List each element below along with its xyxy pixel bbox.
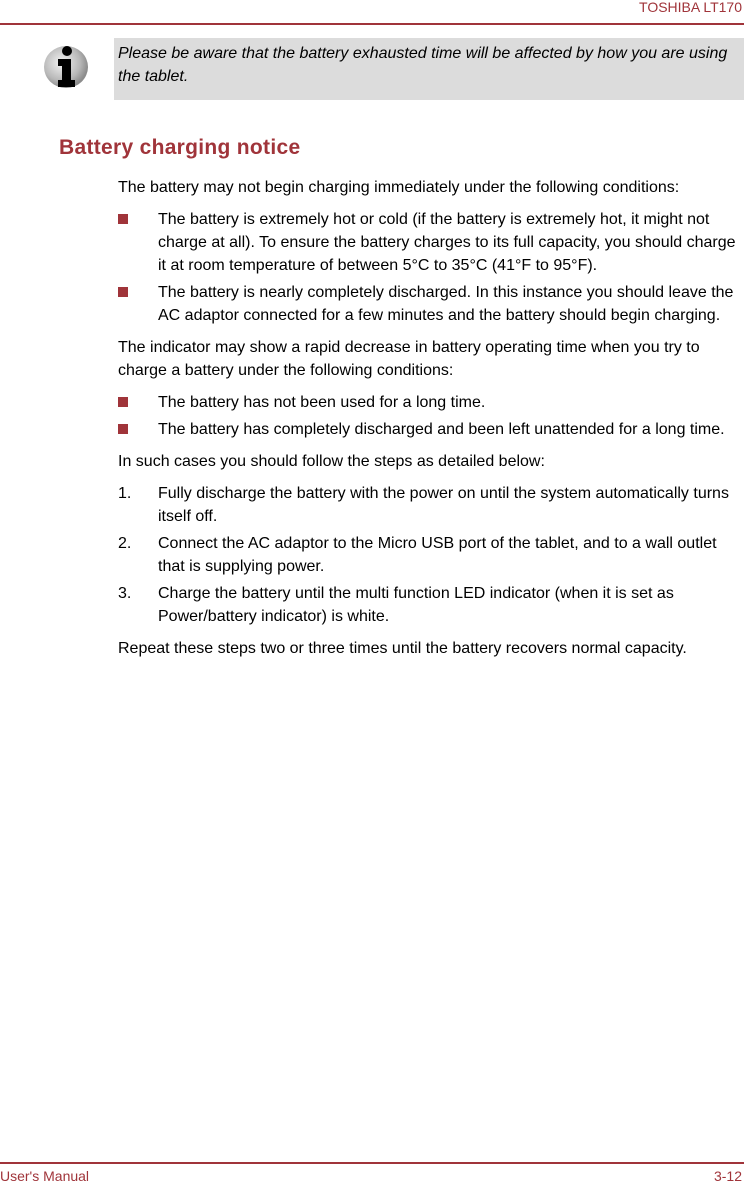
square-bullet-icon [118, 397, 128, 407]
steps-list [118, 482, 744, 628]
closing-paragraph: Repeat these steps two or three times until the battery recovers normal capacity. [118, 640, 687, 657]
step-item [118, 582, 744, 628]
square-bullet-icon [118, 214, 128, 224]
page-number: 3-12 [713, 1168, 742, 1184]
note-box [114, 38, 744, 100]
step-text: Fully discharge the battery with the power on until the system automatically turns itself off. [158, 485, 729, 525]
note-text: Please be aware that the battery exhausted time will be affected by how you are using the tablet. [118, 45, 728, 85]
indicator-conditions-list [118, 391, 744, 441]
intro-paragraph: The battery may not begin charging immediately under the following conditions: [118, 179, 680, 196]
section-title: Battery charging notice [59, 136, 301, 159]
list-item: The battery has completely discharged and been left unattended for a long time. [118, 418, 744, 441]
header-divider [0, 23, 744, 25]
square-bullet-icon [118, 287, 128, 297]
step-item [118, 532, 744, 578]
step-text: Charge the battery until the multi function LED indicator (when it is set as Power/battery indicator) is white. [158, 585, 674, 625]
conditions-list [118, 208, 744, 327]
step-number: 3. [118, 585, 132, 602]
list-item: The battery is nearly completely discharged. In this instance you should leave the AC adaptor connected for a few minutes and the battery should begin charging. [118, 281, 744, 327]
document-header-title: TOSHIBA LT170 [639, 0, 742, 15]
footer-divider [0, 1162, 744, 1164]
footer-manual-label: User's Manual [0, 1168, 90, 1184]
info-icon [43, 42, 89, 90]
list-item: The battery has not been used for a long time. [118, 391, 744, 414]
square-bullet-icon [118, 424, 128, 434]
step-item [118, 482, 744, 528]
steps-intro: In such cases you should follow the steps as detailed below: [118, 453, 545, 470]
indicator-paragraph: The indicator may show a rapid decrease in battery operating time when you try to charge a battery under the following conditions: [118, 339, 700, 379]
step-number: 1. [118, 485, 132, 502]
section-body [118, 176, 744, 669]
step-text: Connect the AC adaptor to the Micro USB port of the tablet, and to a wall outlet that is supplying power. [158, 535, 717, 575]
list-item: The battery is extremely hot or cold (if the battery is extremely hot, it might not charge at all). To ensure the battery charges to its full capacity, you should charge it at room temperature of between 5°C to 35°C (41°F to 95°F). [118, 208, 744, 277]
step-number: 2. [118, 535, 132, 552]
